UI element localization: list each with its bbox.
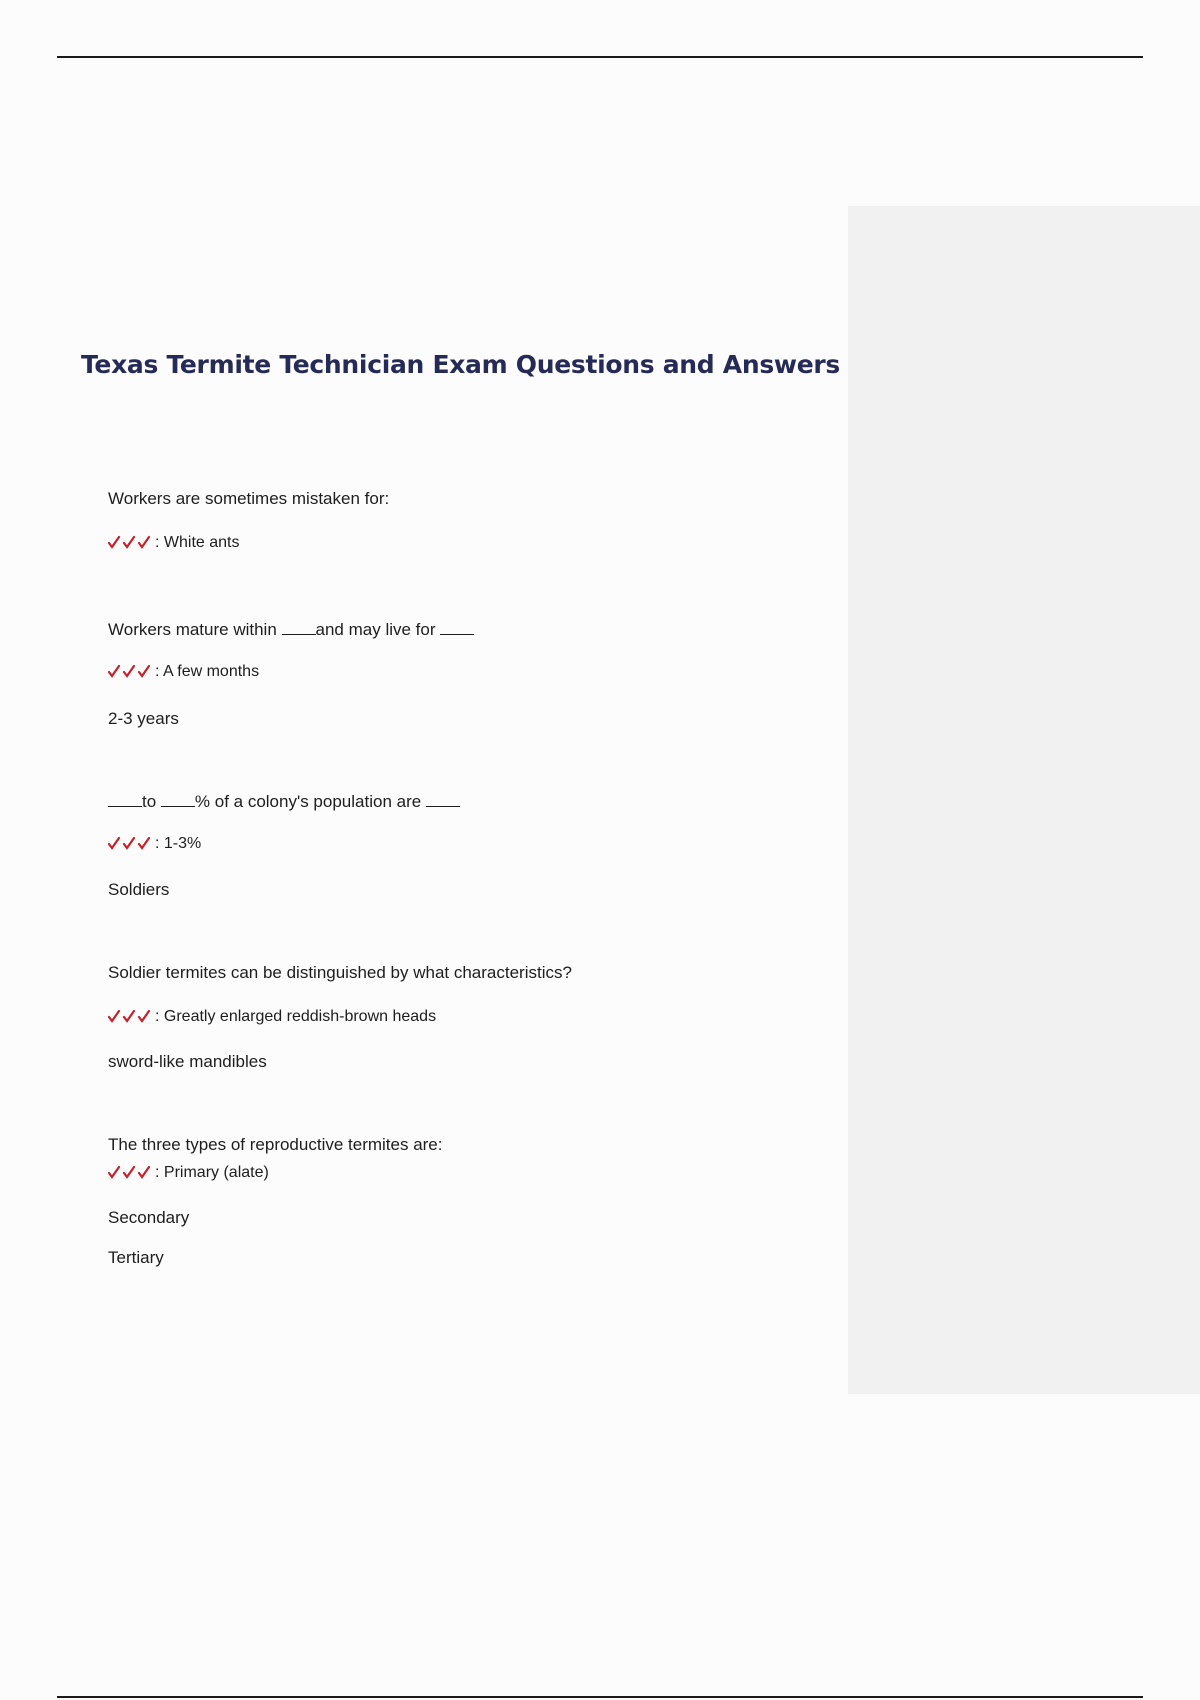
fill-blank (282, 620, 316, 635)
answer-3-text-1: 1-3% (163, 835, 202, 852)
answer-separator: : (155, 1008, 160, 1025)
footer-rule (57, 1696, 1143, 1698)
check-marks-icon (108, 1165, 152, 1179)
question-5 (108, 1135, 443, 1155)
answer-4-line-2: sword-like mandibles (108, 1052, 267, 1071)
answer-5-line-2: Secondary (108, 1208, 190, 1227)
question-1 (108, 489, 389, 509)
answer-4-line-1 (108, 1007, 436, 1027)
question-2-part-1: Workers mature within (108, 620, 282, 639)
answer-5-line-3: Tertiary (108, 1248, 164, 1267)
fill-blank (108, 792, 142, 807)
answer-4-text-1: Greatly enlarged reddish-brown heads (163, 1008, 437, 1025)
fill-blank (426, 792, 460, 807)
answer-separator: : (155, 663, 160, 680)
answer-5-line-1 (108, 1163, 269, 1183)
answer-3-line-1 (108, 834, 201, 854)
question-4 (108, 963, 572, 983)
answer-separator: : (155, 835, 160, 852)
side-panel (848, 206, 1200, 1394)
document-title: Texas Termite Technician Exam Questions and Answers (81, 350, 840, 379)
fill-blank (161, 792, 195, 807)
question-2 (108, 620, 474, 640)
answer-2-line-1 (108, 662, 259, 682)
question-3-part-1: to (142, 792, 161, 811)
answer-separator: : (155, 1164, 160, 1181)
answer-separator: : (155, 534, 160, 551)
answer-3-line-2: Soldiers (108, 880, 170, 899)
check-marks-icon (108, 1009, 152, 1023)
answer-5-text-1: Primary (alate) (163, 1164, 269, 1181)
question-3 (108, 792, 460, 812)
question-5-text: The three types of reproductive termites are: (108, 1135, 443, 1154)
header-rule (57, 56, 1143, 58)
fill-blank (440, 620, 474, 635)
answer-2-text-1: A few months (163, 663, 260, 680)
question-3-part-2: % of a colony's population are (194, 792, 426, 811)
check-marks-icon (108, 664, 152, 678)
question-2-part-2: and may live for (315, 620, 441, 639)
question-4-text: Soldier termites can be distinguished by what characteristics? (108, 963, 572, 982)
check-marks-icon (108, 836, 152, 850)
answer-1-line-1 (108, 533, 240, 553)
check-marks-icon (108, 535, 152, 549)
answer-2-line-2: 2-3 years (108, 709, 179, 728)
question-1-text: Workers are sometimes mistaken for: (108, 489, 390, 508)
answer-1-text: White ants (163, 534, 240, 551)
